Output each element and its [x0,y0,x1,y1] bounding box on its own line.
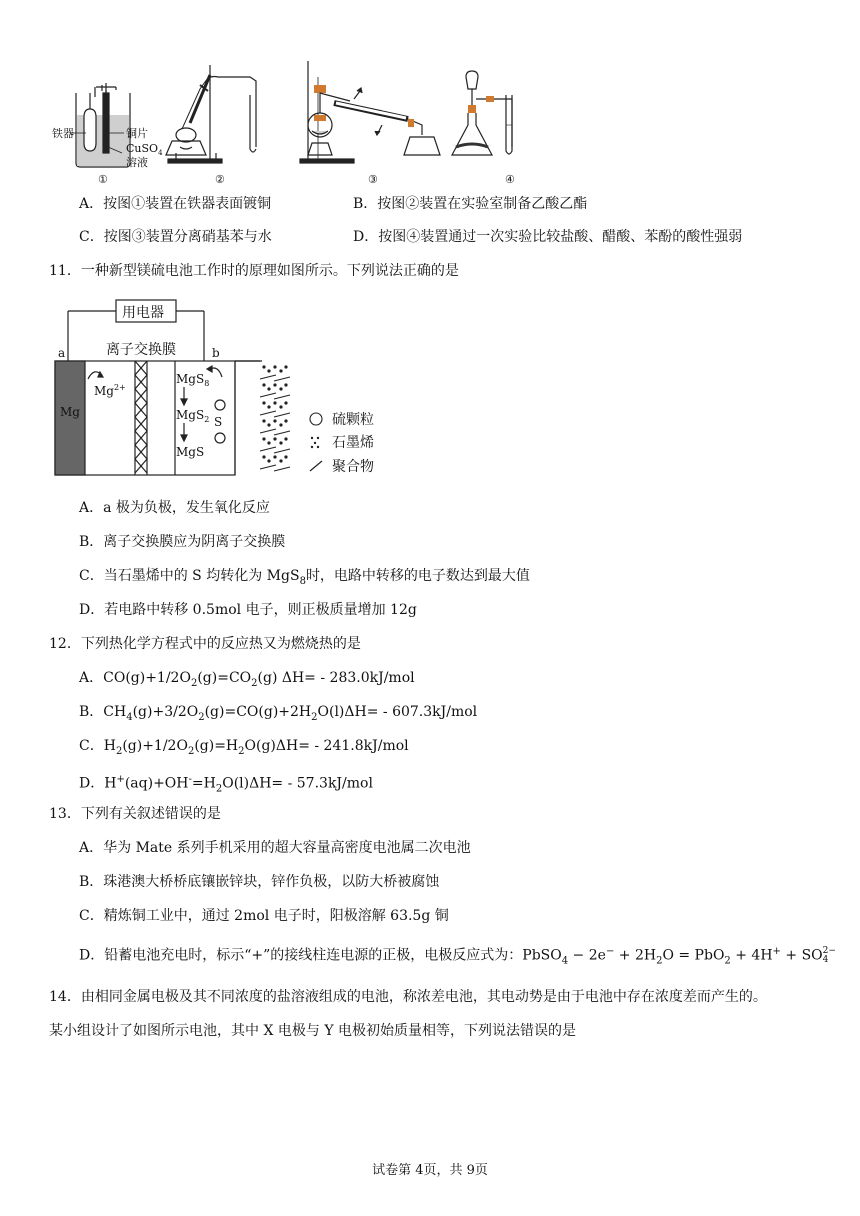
q11-option-b: B．离子交换膜应为阴离子交换膜 [79,534,286,550]
q12-option-d: D．$H^+(aq)+OH^-=H_2O(l)\Delta H= - 57.3kJ/mol$ [79,774,373,795]
legend-sulfur: 硫颗粒 [332,412,374,428]
q10-option-c: C．按图③装置分离硝基苯与水 [79,229,272,245]
graphene-legend-icon [311,437,319,448]
mg-electrode-label: Mg [60,405,80,419]
q12-stem: 12．下列热化学方程式中的反应热又为燃烧热的是 [49,636,361,652]
sulfur-label: S [214,415,223,429]
figure-4-acid-comparison [452,71,512,155]
q14-stem-line1: 14．由相同金属电极及其不同浓度的盐溶液组成的电池，称浓差电池，其电动势是由于电池中存在浓度差而产生的。 [49,989,767,1005]
membrane-label: 离子交换膜 [106,342,176,358]
q13-stem: 13．下列有关叙述错误的是 [49,806,221,822]
q13-option-d: D．铅蓄电池充电时，标示“+”的接线柱连电源的正极，电极反应式为：PbSO$_4$ − $2e^- + 2H_2O = PbO_2 + 4H^+$ + SO 2− 4 [79,945,836,967]
mgs-label: MgS [176,445,205,459]
q13-option-b: B．珠港澳大桥桥底镶嵌锌块，锌作负极，以防大桥被腐蚀 [79,874,440,890]
q10-option-a: A．按图①装置在铁器表面镀铜 [79,196,272,212]
mgs2-label: MgS$_2$ [176,408,210,424]
q11-option-d: D．若电路中转移 0.5mol 电子，则正极质量增加 12g [79,602,417,618]
fig1-iron-label: 铁器 [52,127,74,140]
q11-battery-diagram [50,295,390,480]
fig3-caption: ③ [368,173,378,186]
fig1-solution-label: 溶液 [126,156,148,169]
page-footer: 试卷第 4页，共 9页 [372,1163,488,1178]
q11-stem: 11．一种新型镁硫电池工作时的原理如图所示。下列说法正确的是 [49,263,459,279]
sulfur-legend-icon [310,413,322,425]
q13-option-c: C．精炼铜工业中，通过 2mol 电子时，阳极溶解 63.5g 铜 [79,908,449,924]
legend-graphene: 石墨烯 [332,435,374,451]
q12-option-a: A．$CO(g)+1/2O_2(g)=CO_2(g)$ ΔH= - 283.0kJ/mol [79,670,415,689]
figure-3-distillation [300,61,440,163]
fig4-caption: ④ [505,173,515,186]
q13-option-a: A．华为 Mate 系列手机采用的超大容量高密度电池属二次电池 [79,840,471,856]
q12-option-b: B．$CH_4(g)+3/2O_2(g)=CO(g)+2H_2O(l)\Delta H= - 607.3kJ/mol$ [79,704,478,723]
q10-option-b: B．按图②装置在实验室制备乙酸乙酯 [353,196,588,212]
fig1-copper-label: 铜片 [126,127,148,140]
device-label: 用电器 [122,305,164,321]
mgs8-label: MgS$_8$ [176,372,210,388]
q12-option-c: C．$H_2(g)+1/2O_2(g)=H_2O(g)\Delta H= - 241.8kJ/mol$ [79,738,409,757]
q10-apparatus-figure [50,55,530,187]
q10-option-d: D．按图④装置通过一次实验比较盐酸、醋酸、苯酚的酸性强弱 [353,229,743,245]
fig2-caption: ② [215,173,225,186]
legend-polymer: 聚合物 [332,459,374,475]
electrode-b-label: b [212,346,220,360]
fig1-cuso4-label: CuSO$_4$ [126,142,163,157]
q11-option-c: C．当石墨烯中的 S 均转化为 MgS$_8$时，电路中转移的电子数达到最大值 [79,568,530,587]
q11-option-a: A．a 极为负极，发生氧化反应 [79,500,270,516]
figure-2-ester-setup [166,65,256,163]
fig1-caption: ① [98,173,108,186]
figure-1-electroplating [70,83,130,167]
mg2-ion-label: $Mg^{2+}$ [94,383,126,398]
polymer-legend-icon [310,461,322,471]
q14-stem-line2: 某小组设计了如图所示电池，其中 X 电极与 Y 电极初始质量相等，下列说法错误的是 [49,1023,577,1039]
electrode-a-label: a [58,346,66,360]
graphene-polymer-texture [260,366,290,471]
